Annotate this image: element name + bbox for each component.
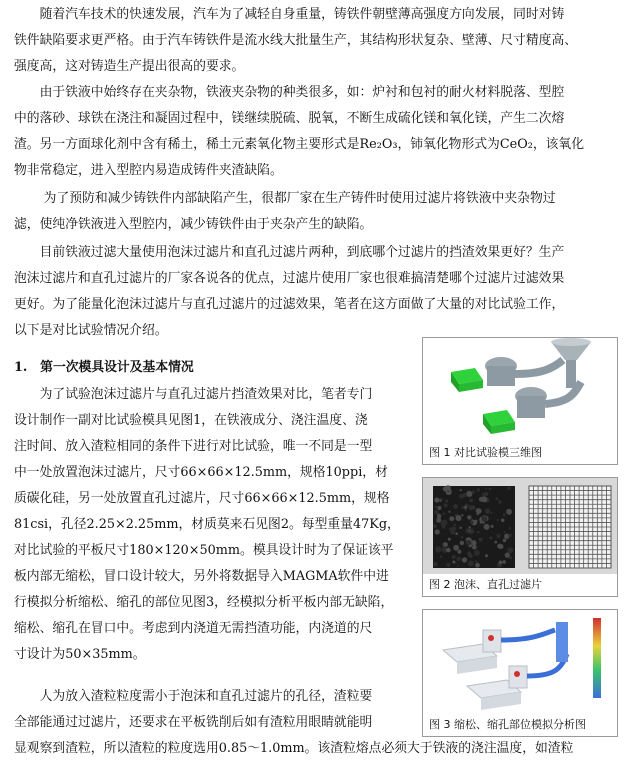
paragraph-2	[14, 80, 584, 184]
text-line: 设计制作一副对比试验模具见图1，在铁液成分、浇注温度、浇	[14, 413, 368, 428]
text-line: 物非常稳定，进入型腔内易造成铸件夹渣缺陷。	[14, 163, 283, 178]
text-line: 中一处放置泡沫过滤片，尺寸66×66×12.5mm，规格10ppi，材	[14, 465, 388, 480]
text-line: 板内部无缩松，冒口设计较大，另外将数据导入MAGMA软件中进	[14, 569, 389, 584]
section-heading: 1. 第一次模具设计及基本情况	[14, 360, 194, 375]
text-line: 为了试验泡沫过滤片与直孔过滤片挡渣效果对比，笔者专门	[14, 387, 373, 402]
text-line: 为了预防和减少铸铁件内部缺陷产生，很都厂家在生产铸件时使用过滤片将铁液中夹杂物过	[14, 191, 556, 206]
text-line: 中的落砂、球铁在浇注和凝固过程中，镁继续脱硫、脱氧，不断生成硫化镁和氧化镁，产生二次熔	[14, 111, 565, 126]
text-line: 由于铁液中始终存在夹杂物，铁液夹杂物的种类很多，如：炉衬和包衬的耐火材料脱落、型腔	[14, 85, 565, 100]
text-line: 81csi，孔径2.25×2.25mm，材质莫来石见图2。每型重量47Kg，	[14, 517, 400, 532]
paragraph-3	[14, 186, 556, 238]
text-line: 随着汽车技术的快速发展，汽车为了减轻自身重量，铸铁件朝壁薄高强度方向发展，同时对铸	[14, 7, 565, 22]
paragraph-4	[14, 240, 564, 344]
text-line: 强度高，这对铸造生产提出很高的要求。	[14, 59, 245, 74]
paragraph-5	[14, 382, 400, 668]
text-line: 目前铁液过滤大量使用泡沫过滤片和直孔过滤片两种，到底哪个过滤片的挡渣效果更好？生产	[14, 245, 565, 260]
text-line: 注时间、放入渣粒相同的条件下进行对比试验，唯一不同是一型	[14, 439, 373, 454]
text-line: 对比试验的平板尺寸180×120×50mm。模具设计时为了保证该平	[14, 543, 394, 558]
text-line: 全部能通过过滤片，还要求在平板铣削后如有渣粒用眼睛就能明	[14, 715, 373, 730]
figure-2-caption: 图 2 泡沫、直孔过滤片	[429, 578, 542, 591]
text-line: 缩松、缩孔在冒口中。考虑到内浇道无需挡渣功能，内浇道的尺	[14, 621, 373, 636]
figure-3-caption: 图 3 缩松、缩孔部位模拟分析图	[429, 718, 586, 731]
text-line: 显观察到渣粒，所以渣粒的粒度选用0.85～1.0mm。该渣粒熔点必须大于铁液的浇注温度，如渣粒	[14, 741, 574, 756]
text-line: 滤，使纯净铁液进入型腔内，减少铸铁件由于夹杂产生的缺陷。	[14, 217, 373, 232]
text-line: 泡沫过滤片和直孔过滤片的厂家各说各的优点，过滤片使用厂家也很难搞清楚哪个过滤片过滤效果	[14, 271, 565, 286]
text-line: 质碳化硅，另一处放置直孔过滤片，尺寸66×66×12.5mm，规格	[14, 491, 390, 506]
text-line: 行模拟分析缩松、缩孔的部位见图3，经模拟分析平板内部无缺陷，	[14, 595, 394, 610]
text-line: 人为放入渣粒粒度需小于泡沫和直孔过滤片的孔径，渣粒要	[14, 689, 373, 704]
figure-1	[422, 337, 618, 465]
text-line: 渣。另一方面球化剂中含有稀土，稀土元素氧化物主要形式是Re₂O₃，铈氧化物形式为CeO₂，该氧化	[14, 137, 585, 152]
text-line: 更好。为了能量化泡沫过滤片与直孔过滤片的过滤效果，笔者在这方面做了大量的对比试验工作，	[14, 297, 565, 312]
text-line: 寸设计为50×35mm。	[14, 647, 146, 662]
text-line: 以下是对比试验情况介绍。	[14, 323, 168, 338]
paragraph-1	[14, 2, 577, 80]
figure-2	[422, 477, 618, 597]
figure-3	[422, 609, 618, 737]
figure-1-caption: 图 1 对比试验模三维图	[429, 446, 542, 459]
foam-filter	[433, 486, 515, 568]
text-line: 铁件缺陷要求更严格。由于汽车铸铁件是流水线大批量生产，其结构形状复杂、壁薄、尺寸精度高、	[14, 33, 578, 48]
